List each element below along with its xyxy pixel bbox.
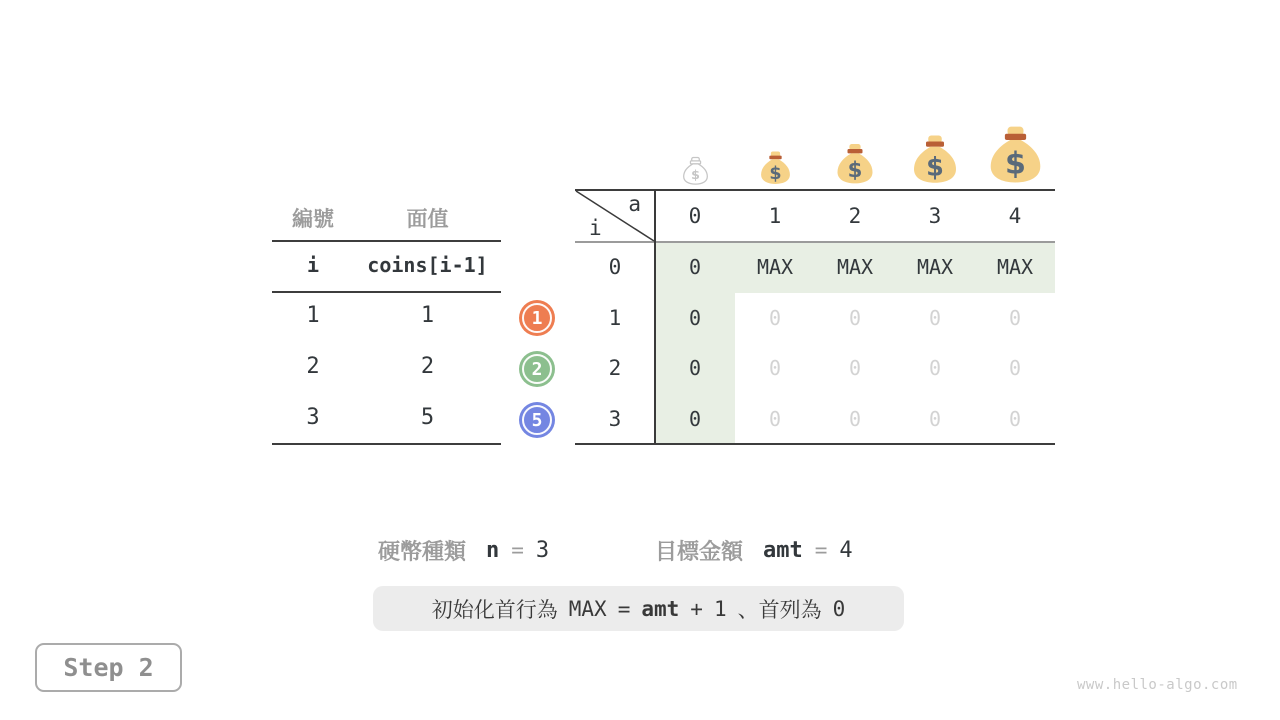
callout-text-init: 初始化首行為: [431, 597, 558, 622]
dp-col-header-3: 3: [928, 204, 942, 228]
dp-cell-0-0: 0: [688, 255, 702, 280]
callout-text-first-col: 、首列為: [737, 597, 822, 622]
dp-cell-3-0: 0: [688, 406, 702, 431]
dollar-glyph: $: [926, 152, 944, 183]
dp-cell-2-1: 0: [768, 356, 782, 381]
dp-cell-2-4: 0: [1008, 356, 1022, 381]
coin-row-2-value: 2: [420, 354, 435, 379]
coin-row-3-index: 3: [306, 405, 320, 430]
dp-cell-1-2: 0: [848, 305, 862, 330]
dp-cell-3-4: 0: [1008, 406, 1022, 431]
dollar-glyph: $: [1004, 146, 1026, 182]
dp-col-header-1: 1: [768, 204, 782, 228]
equals-sign: =: [511, 538, 524, 562]
step-indicator-label: Step 2: [63, 653, 154, 682]
callout-amt-token: amt: [641, 596, 680, 621]
dollar-glyph: $: [847, 158, 863, 184]
money-bag-2-icon: [815, 118, 895, 186]
diagonal-line: [575, 190, 655, 242]
coin-table-var-row: [272, 253, 501, 277]
amt-value: 4: [839, 537, 853, 563]
callout-plus: +: [690, 596, 703, 621]
equals-sign: =: [814, 538, 828, 562]
dp-cell-3-1: 0: [768, 406, 782, 431]
dp-col-header-2: 2: [848, 204, 862, 228]
coin-table-line-bottom: [272, 443, 501, 445]
dp-col-header-4: 4: [1008, 204, 1022, 228]
coin-row-1-index: 1: [306, 303, 320, 328]
coin-table-header-row: [272, 203, 501, 233]
coin-row-2-index: 2: [306, 354, 320, 379]
step-indicator-button[interactable]: [35, 643, 182, 692]
dp-row-1: [655, 293, 1055, 344]
coin-table-row-2: [272, 354, 501, 379]
dp-cell-0-3: MAX: [916, 255, 954, 280]
dp-row-header-0: 0: [608, 255, 622, 280]
coin-kinds-label: 硬幣種類: [378, 539, 467, 565]
dollar-glyph: $: [768, 163, 782, 184]
dp-row-0: [655, 242, 1055, 293]
dp-column-headers: [655, 190, 1055, 242]
corner-row-var: i: [589, 216, 602, 240]
dp-row-header-3: 3: [608, 406, 622, 431]
dp-cell-0-2: MAX: [836, 255, 874, 280]
coin-row-1-value: 1: [420, 303, 435, 328]
coin-badge-2-label: 2: [531, 358, 543, 380]
coin-row-3-value: 5: [420, 405, 435, 430]
dp-cell-1-4: 0: [1008, 305, 1022, 330]
dp-cell-2-0: 0: [688, 356, 702, 381]
coin-table-row-3: [272, 405, 501, 430]
coin-table-header-index: 編號: [292, 207, 334, 231]
dp-cell-1-3: 0: [928, 305, 942, 330]
money-bag-row: [655, 118, 1055, 186]
dp-row-headers: [575, 242, 655, 444]
callout-zero: 0: [832, 596, 846, 621]
callout-equals: =: [617, 596, 631, 621]
dollar-glyph: $: [690, 167, 700, 183]
dp-cell-3-2: 0: [848, 406, 862, 431]
coin-table-line-top: [272, 240, 501, 242]
coin-table-var-value: coins[i-1]: [367, 253, 488, 277]
money-bag-3-icon: [895, 118, 975, 186]
callout-one: 1: [713, 596, 727, 621]
dp-cell-0-4: MAX: [996, 255, 1034, 280]
dp-cell-1-0: 0: [688, 305, 702, 330]
coin-badge-5-label: 5: [531, 409, 543, 431]
coin-badge-2: [519, 351, 555, 387]
dp-cell-3-3: 0: [928, 406, 942, 431]
money-bag-4-icon: [975, 118, 1055, 186]
dp-cell-0-1: MAX: [756, 255, 794, 280]
money-bag-empty-icon: [655, 118, 735, 186]
coin-table-line-mid: [272, 291, 501, 293]
coin-badge-1: [519, 300, 555, 336]
dp-row-3: [655, 394, 1055, 445]
coin-badge-1-label: 1: [531, 307, 543, 329]
money-bag-1-icon: [735, 118, 815, 186]
legend-coin-kinds: [378, 535, 549, 565]
target-amount-label: 目標金額: [655, 539, 744, 565]
dp-row-header-1: 1: [608, 305, 622, 330]
dp-cell-2-2: 0: [848, 356, 862, 381]
dp-cell-2-3: 0: [928, 356, 942, 381]
step-description-callout: [373, 586, 904, 631]
dp-corner-cell: [575, 190, 655, 242]
coin-table-row-1: [272, 303, 501, 328]
coin-table-var-index: i: [306, 253, 320, 277]
corner-col-var: a: [628, 192, 641, 216]
callout-max-token: MAX: [568, 596, 607, 621]
dp-col-header-0: 0: [688, 204, 702, 228]
dp-row-header-2: 2: [608, 356, 622, 381]
site-watermark: www.hello-algo.com: [1077, 677, 1238, 693]
n-value: 3: [535, 537, 550, 563]
dp-cell-1-1: 0: [768, 305, 782, 330]
dp-grid: [655, 242, 1055, 444]
amt-variable: amt: [763, 537, 803, 563]
coin-badge-5: [519, 402, 555, 438]
n-variable: n: [486, 537, 500, 563]
legend-target-amount: [655, 535, 853, 565]
coin-table-header-value: 面值: [406, 207, 449, 231]
dp-row-2: [655, 343, 1055, 394]
